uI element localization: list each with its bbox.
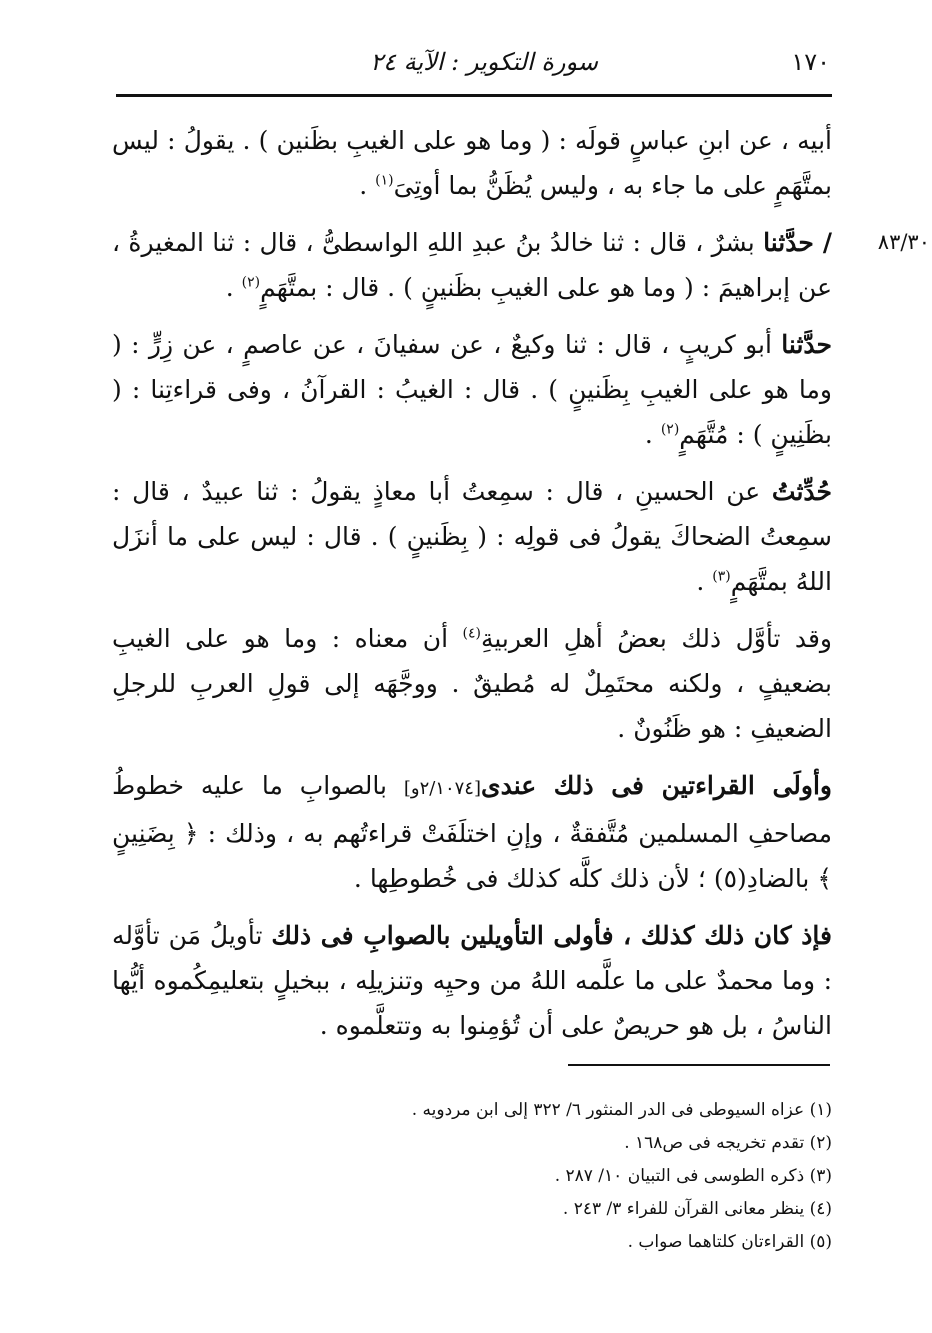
paragraph-lead: حُدِّثتُ bbox=[771, 477, 832, 506]
paragraph-5 bbox=[112, 616, 832, 751]
paragraph-lead: حدَّثنا bbox=[781, 330, 832, 359]
paragraph-tail: بالصوابِ ما عليه خطوطُ مصاحفِ المسلمين مُتَّفقةٌ ، وإنِ اختلَفَتْ قراءتُهم به ، وذلك : ﴿ بِضَنِينٍ ﴾ بالضادِ(٥) ؛ لأن ذلك كلَّه كذلك فى خُطوطِها . bbox=[112, 771, 832, 893]
footnote-ref: (١) bbox=[375, 172, 394, 189]
paragraph-tail: . bbox=[644, 420, 661, 449]
paragraph-tail: . bbox=[359, 171, 376, 200]
paragraph-text: أبو كريبٍ ، قال : ثنا وكيعٌ ، عن سفيانَ ، عن عاصمٍ ، عن زِرٍّ : ( وما هو على الغيبِ بِظَنينٍ ) . قال : الغيبُ : القرآنُ ، وفى قراءتِنا : ( بظَنِينٍ ) : مُتَّهَمٍ bbox=[112, 330, 832, 449]
footnote-ref: (٣) bbox=[712, 568, 731, 585]
footnote-ref: (٤) bbox=[462, 625, 481, 642]
paragraph-4 bbox=[112, 469, 832, 604]
paragraph-text: وقد تأوَّل ذلك بعضُ أهلِ العربيةِ bbox=[480, 624, 832, 653]
footnote-4: (٤) ينظر معانى القرآن للفراء ٣/ ٢٤٣ . bbox=[562, 1199, 832, 1219]
footnote-ref: (٢) bbox=[660, 421, 680, 438]
paragraph-7 bbox=[112, 913, 832, 1048]
footnote-3: (٣) ذكره الطوسى فى التبيان ١٠/ ٢٨٧ . bbox=[554, 1166, 832, 1186]
paragraph-1 bbox=[112, 118, 832, 208]
paragraph-lead: فإذ كان ذلك كذلك ، فأولى التأويلين بالصوابِ فى ذلك bbox=[271, 921, 832, 950]
paragraph-6 bbox=[112, 763, 832, 901]
paragraph-lead: وأولَى القراءتين فى ذلك عندى bbox=[481, 771, 832, 800]
paragraph-text: عن الحسينِ ، قال : سمِعتُ أبا معاذٍ يقولُ : ثنا عبيدٌ ، قال : سمِعتُ الضحاكَ يقولُ فى قولِه : ( بِظَنينٍ ) . قال : ليس على ما أنزَل اللهُ بمتَّهَمٍ bbox=[112, 477, 832, 596]
paragraph-text: تأويلُ مَن تأوَّله : وما محمدٌ على ما علَّمه اللهُ من وحيِه وتنزيلِه ، ببخيلٍ بتعليمِكُموه أيُّها الناسُ ، بل هو حريصٌ على أن تُؤمِنوا به وتتعلَّموه . bbox=[112, 921, 832, 1040]
main-text bbox=[112, 118, 930, 1060]
paragraph-3 bbox=[112, 322, 832, 457]
paragraph-text: بشرٌ ، قال : ثنا خالدُ بنُ عبدِ اللهِ الواسطىُّ ، قال : ثنا المغيرةُ ، عن إبراهيمَ : ( وما هو على الغيبِ بظَنينٍ ) . قال : بمتَّهَمٍ bbox=[112, 228, 832, 302]
footnotes bbox=[112, 1094, 832, 1259]
paragraph-tail: . bbox=[696, 567, 713, 596]
page-header bbox=[118, 46, 830, 86]
header-rule bbox=[116, 94, 832, 97]
footnote-ref: (٢) bbox=[241, 274, 261, 291]
page-number: ١٧٠ bbox=[791, 48, 830, 76]
paragraph-tail: أن معناه : وما هو على الغيبِ بضعيفٍ ، ولكنه محتَمِلٌ له مُطيقٌ . ووجَّهَه إلى قولِ العربِ للرجلِ الضعيفِ : هو ظَنُونٌ . bbox=[112, 624, 832, 743]
manuscript-reference: [٢/١٠٧٤و] bbox=[403, 778, 481, 799]
paragraph-tail: . bbox=[225, 273, 242, 302]
paragraph-lead: / حدَّثنا bbox=[763, 228, 832, 257]
footnote-rule bbox=[568, 1064, 830, 1066]
paragraph-2 bbox=[112, 220, 930, 310]
margin-reference: ٨٣/٣٠ bbox=[877, 230, 930, 254]
footnote-2: (٢) تقدم تخريجه فى ص١٦٨ . bbox=[624, 1133, 832, 1153]
running-title: سورة التكوير : الآية ٢٤ bbox=[370, 48, 598, 76]
footnote-5: (٥) القراءتان كلتاهما صواب . bbox=[627, 1232, 832, 1252]
footnote-1: (١) عزاه السيوطى فى الدر المنثور ٦/ ٣٢٢ إلى ابن مردويه . bbox=[411, 1100, 832, 1120]
paragraph-text: أبيه ، عن ابنِ عباسٍ قولَه : ( وما هو على الغيبِ بظَنين ) . يقولُ : ليس بمتَّهَمٍ على ما جاء به ، وليس يُظَنُّ بما أوتِىَ bbox=[112, 126, 832, 200]
